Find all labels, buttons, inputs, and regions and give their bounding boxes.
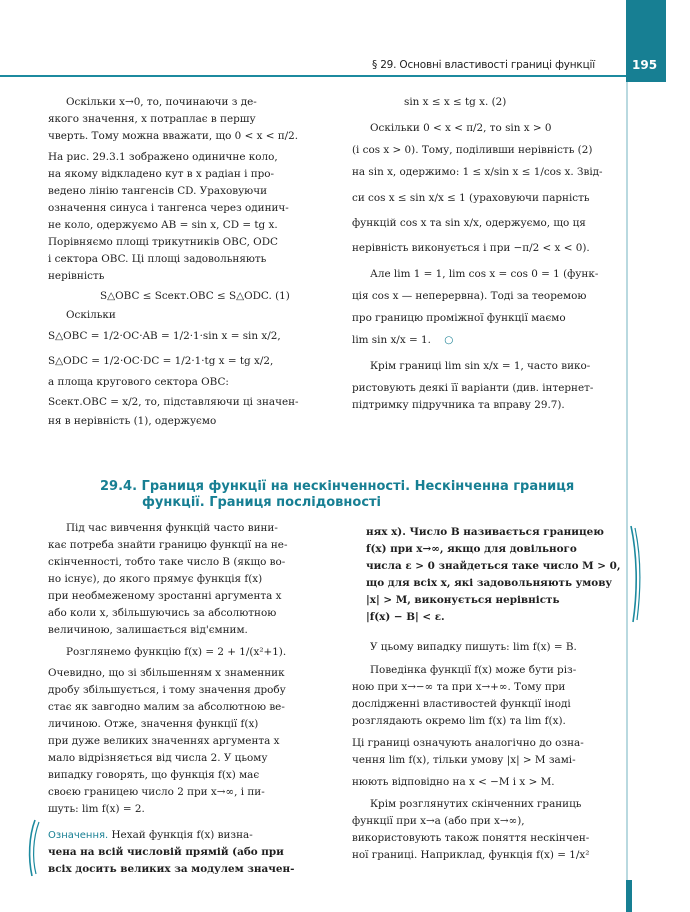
text-line: що для всіх x, які задовольняють умову [366, 577, 613, 589]
text-line: Крім границі lim sin x/x = 1, часто вико- [370, 360, 591, 372]
formula-line: S△OBC ≤ Sсект.OBC ≤ S△ODC. (1) [100, 290, 290, 302]
margin-rule [626, 82, 628, 912]
text-line: не коло, одержуємо AB = sin x, CD = tg x. [48, 219, 278, 231]
header-rule [0, 75, 626, 77]
text-line: а площа кругового сектора OBC: [48, 376, 229, 388]
text-line: стає як завгодно малим за абсолютною ве- [48, 701, 285, 713]
text-line: |f(x) − B| < ε. [366, 611, 445, 623]
right-column-bottom [352, 524, 624, 864]
text-line: (і cos x > 0). Тому, поділивши нерівність (2) [352, 144, 593, 156]
text-line: або коли x, збільшуючись за абсолютною [48, 607, 277, 619]
text-line: нерівність виконується і при −π/2 < x < 0). [352, 242, 590, 254]
text-line: числа ε > 0 знайдеться таке число M > 0, [366, 560, 621, 572]
formula-line: Розглянемо функцію f(x) = 2 + 1/(x²+1). [66, 646, 287, 658]
text-line: ція cos x — неперервна). Тоді за теоремою [352, 290, 587, 302]
formula-line: S△OBC = 1/2·OC·AB = 1/2·1·sin x = sin x/2, [48, 330, 281, 342]
text-line: Оскільки 0 < x < π/2, то sin x > 0 [370, 122, 552, 134]
text-line: нюють відповідно на x < −M і x > M. [352, 776, 555, 788]
text-line: використовують також поняття нескінчен- [352, 832, 590, 844]
text-line: Крім розглянутих скінченних границь [370, 798, 582, 810]
text-line: шуть: lim f(x) = 2. [48, 803, 145, 815]
text-line: личиною. Отже, значення функції f(x) [48, 718, 259, 730]
text-line: функції при x→a (або при x→∞), [352, 815, 525, 827]
text-line: випадку говорять, що функція f(x) має [48, 769, 260, 781]
text-line: всіх досить великих за модулем значен- [48, 863, 295, 875]
left-column-top [48, 94, 318, 430]
text-line: при дуже великих значеннях аргумента x [48, 735, 280, 747]
text-line: своєю границею число 2 при x→∞, і пи- [48, 786, 265, 798]
definition-label: Означення. [48, 830, 109, 841]
text-line: дослідженні властивостей функції іноді [352, 698, 571, 710]
text-line: ня в нерівність (1), одержуємо [48, 415, 217, 427]
footer-marker [626, 880, 632, 912]
text-line: якого значення, x потраплає в першу [48, 113, 256, 125]
limit-formula: lim sin x/x = 1. [352, 334, 431, 346]
text-line: Порівняємо площі трикутників OBC, ODC [48, 236, 278, 248]
text-line: означення синуса і тангенса через одинич- [48, 202, 289, 214]
text-line: мало відрізняється від числа 2. У цьому [48, 752, 268, 764]
definition-margin-marks-left [26, 818, 40, 878]
running-header: § 29. Основні властивості границі функції [372, 59, 595, 71]
section-heading-line: функції. Границя послідовності [142, 495, 382, 510]
text-line: Поведінка функції f(x) може бути різ- [370, 664, 577, 676]
right-column-top [352, 94, 624, 414]
text-line: функцій cos x та sin x/x, одержуємо, що ця [352, 217, 586, 229]
formula-line: S△ODC = 1/2·OC·DC = 1/2·1·tg x = tg x/2, [48, 355, 274, 367]
page-number: 195 [632, 58, 658, 72]
text-line: У цьому випадку пишуть: lim f(x) = B. [370, 641, 577, 653]
text-line: си cos x ≤ sin x/x ≤ 1 (ураховуючи парність [352, 192, 590, 204]
text-line: ристовують деякі її варіанти (див. інтернет- [352, 382, 594, 394]
left-column-bottom [48, 520, 318, 878]
text-line: на sin x, одержимо: 1 ≤ x/sin x ≤ 1/cos x. Звід- [352, 166, 603, 178]
proof-end-mark: ○ [444, 334, 454, 346]
text-line: Оскільки [66, 309, 116, 321]
formula-line [352, 332, 624, 358]
section-heading-line: 29.4. Границя функції на нескінченності. Нескінченна границя [100, 479, 575, 494]
text-line: при необмеженому зростанні аргумента x [48, 590, 282, 602]
text-line: На рис. 29.3.1 зображено одиничне коло, [48, 151, 278, 163]
text-line: на якому відкладено кут в x радіан і про- [48, 168, 275, 180]
text-line: скінченності, тобто таке число B (якщо во- [48, 556, 286, 568]
definition-margin-marks-right [628, 524, 642, 624]
text-line: Оскільки x→0, то, починаючи з де- [66, 96, 257, 108]
text-line: про границю проміжної функції маємо [352, 312, 566, 324]
text-line: Ці границі означують аналогічно до озна- [352, 737, 584, 749]
text-line: і сектора OBC. Ці площі задовольняють [48, 253, 267, 265]
section-heading [100, 479, 574, 511]
text-line: f(x) при x→∞, якщо для довільного [366, 543, 577, 555]
text-line: ної границі. Наприклад, функція f(x) = 1/x² [352, 849, 590, 861]
text-line: Sсект.OBC = x/2, то, підставляючи ці значен- [48, 396, 299, 408]
text-line: Але lim 1 = 1, lim cos x = cos 0 = 1 (функ- [370, 268, 599, 280]
text-line: дробу збільшується, і тому значення дробу [48, 684, 286, 696]
text-line: величиною, залишається від'ємним. [48, 624, 248, 636]
text-line: розглядають окремо lim f(x) та lim f(x). [352, 715, 566, 727]
definition-line [48, 827, 318, 844]
text-line: чена на всій числовій прямій (або при [48, 846, 284, 858]
text-line: кає потреба знайти границю функції на не- [48, 539, 288, 551]
text-line: чення lim f(x), тільки умову |x| > M замі- [352, 754, 576, 766]
formula-line: sin x ≤ x ≤ tg x. (2) [404, 96, 507, 108]
text-line: Під час вивчення функцій часто вини- [66, 522, 278, 534]
definition-text: Нехай функція f(x) визна- [111, 829, 253, 841]
text-line: ною при x→−∞ та при x→+∞. Тому при [352, 681, 566, 693]
text-line: підтримку підручника та вправу 29.7). [352, 399, 565, 411]
text-line: |x| > M, виконується нерівність [366, 594, 560, 606]
text-line: нерівність [48, 270, 105, 282]
text-line: Очевидно, що зі збільшенням x знаменник [48, 667, 285, 679]
text-line: но існує), до якого прямує функція f(x) [48, 573, 263, 585]
text-line: ведено лінію тангенсів CD. Ураховуючи [48, 185, 268, 197]
text-line: нях x). Число B називається границею [366, 526, 604, 538]
text-line: чверть. Тому можна вважати, що 0 < x < π/2. [48, 130, 299, 142]
